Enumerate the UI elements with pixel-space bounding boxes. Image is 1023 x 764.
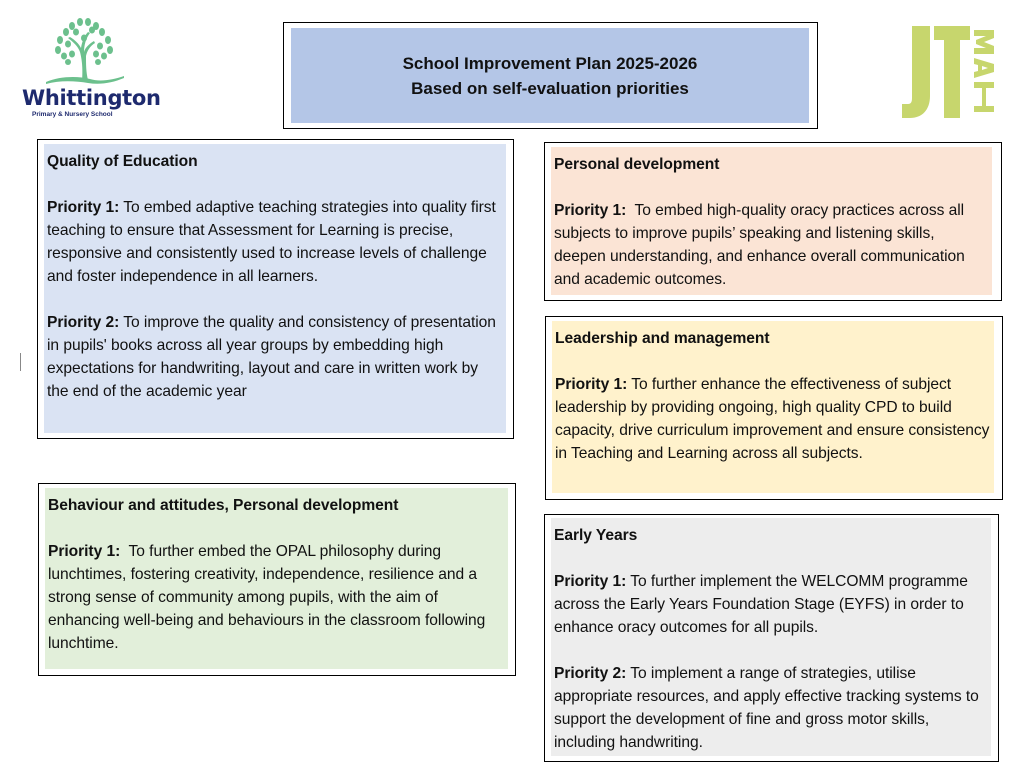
trust-logo: [902, 26, 994, 118]
priority-item: Priority 1: To further enhance the effectiveness of subject leadership by providing ongoing, high quality CPD to build capacity, drive curriculum improvement and ensure consistency in Teaching and Learning across all subjects.: [555, 376, 990, 462]
text-cursor: [20, 353, 21, 371]
tree-icon: [38, 16, 130, 88]
section-heading: Early Years: [554, 527, 638, 544]
section-early-years: [551, 518, 991, 756]
school-logo: [18, 16, 161, 121]
priority-item: Priority 1: To embed high-quality oracy practices across all subjects to improve pupils’ speaking and listening skills, deepen understanding, and enhance overall communication and academic outcomes.: [554, 202, 970, 288]
section-heading: Personal development: [554, 156, 720, 173]
page-title: School Improvement Plan 2025-2026: [402, 53, 698, 73]
school-logo-name: Whittington: [22, 86, 161, 110]
section-behaviour-and-attitudes: [45, 488, 508, 669]
priority-item: Priority 1: To further embed the OPAL philosophy during lunchtimes, fostering creativity, independence, resilience and a strong sense of community among pupils, with the aim of enhancing well-being and behaviours in the classroom following lunchtime.: [48, 543, 490, 652]
section-heading: Quality of Education: [47, 153, 198, 170]
jt-mat-logo-icon: [902, 26, 994, 118]
school-logo-subtitle: Primary & Nursery School: [32, 111, 113, 118]
section-personal-development: [551, 147, 992, 295]
section-leadership-and-management: [552, 321, 994, 493]
page-subtitle: Based on self-evaluation priorities: [411, 78, 689, 98]
priority-item: Priority 2: To implement a range of strategies, utilise appropriate resources, and apply effective tracking systems to support the development of fine and gross motor skills, including handwriting.: [554, 665, 979, 751]
priority-item: Priority 2: To improve the quality and consistency of presentation in pupils' books across all year groups by embedding high expectations for handwriting, layout and care in written work by the end of the academic year: [47, 314, 496, 400]
priority-item: Priority 1: To embed adaptive teaching strategies into quality first teaching to ensure that Assessment for Learning is precise, responsive and consistently used to increase levels of challenge and foster independence in all learners.: [47, 199, 496, 285]
priority-item: Priority 1: To further implement the WELCOMM programme across the Early Years Foundation Stage (EYFS) in order to enhance oracy outcomes for all pupils.: [554, 573, 968, 636]
section-quality-of-education: [44, 144, 506, 433]
section-heading: Leadership and management: [555, 330, 770, 347]
title-banner: [291, 28, 809, 123]
section-heading: Behaviour and attitudes, Personal development: [48, 497, 399, 514]
